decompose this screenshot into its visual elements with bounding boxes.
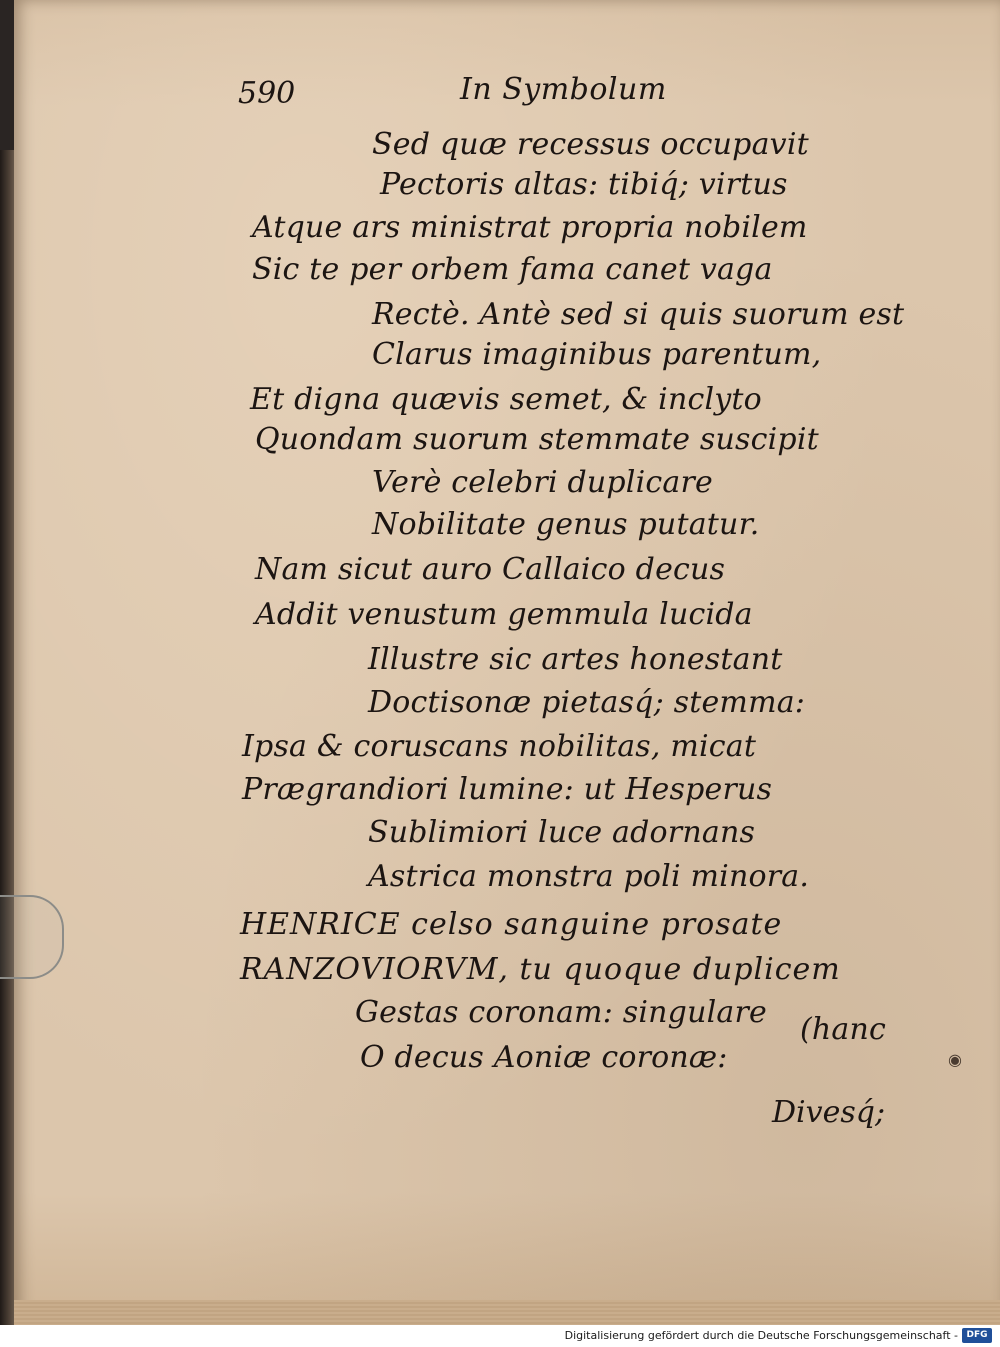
verse-line: Sed quæ recessus occupavit	[372, 127, 809, 162]
dfg-logo-icon[interactable]: DFG	[962, 1328, 992, 1343]
verse-line: HENRICE celso sanguine prosate	[240, 907, 783, 942]
verse-line: O decus Aoniæ coronæ:	[360, 1040, 728, 1075]
footer-bar	[0, 1325, 1000, 1347]
verse-line: Clarus imaginibus parentum,	[372, 337, 822, 372]
verse-line: Sublimiori luce adornans	[368, 815, 756, 850]
verse-line: Atque ars ministrat propria nobilem	[252, 210, 808, 245]
catchword: Divesq́;	[772, 1095, 886, 1130]
verse-line: Sic te per orbem fama canet vaga	[252, 252, 773, 287]
verse-line: Verè celebri duplicare	[372, 465, 713, 500]
paper-clip	[0, 895, 64, 979]
verse-line: Prægrandiori lumine: ut Hesperus	[242, 772, 773, 807]
verse-line: Nam sicut auro Callaico decus	[255, 552, 726, 587]
page-number: 590	[238, 76, 296, 111]
running-head: In Symbolum	[460, 72, 667, 107]
footer-credit: Digitalisierung gefördert durch die Deutsche Forschungsgemeinschaft -	[564, 1329, 958, 1342]
verse-line: Gestas coronam: singulare	[355, 995, 767, 1030]
verse-line: Nobilitate genus putatur.	[372, 507, 760, 542]
verse-line: Et digna quævis semet, & inclyto	[250, 382, 762, 417]
verse-line: RANZOVIORVM, tu quoque duplicem	[240, 952, 841, 987]
page-header	[238, 70, 798, 114]
verse-line: Rectè. Antè sed si quis suorum est	[372, 297, 905, 332]
verse-line: Doctisonæ pietasq́; stemma:	[368, 685, 806, 720]
verse-line: Ipsa & coruscans nobilitas, micat	[242, 729, 757, 764]
page-stack-edge	[14, 1300, 1000, 1325]
ink-blemish-icon: ◉	[948, 1050, 962, 1069]
verse-line: Illustre sic artes honestant	[368, 642, 783, 677]
verse-line: Quondam suorum stemmate suscipit	[255, 422, 819, 457]
verse-line-turnover: (hanc	[800, 1012, 887, 1047]
verse-line: Pectoris altas: tibiq́; virtus	[380, 167, 788, 202]
verse-line: Addit venustum gemmula lucida	[255, 597, 753, 632]
verse-line: Astrica monstra poli minora.	[368, 859, 810, 894]
